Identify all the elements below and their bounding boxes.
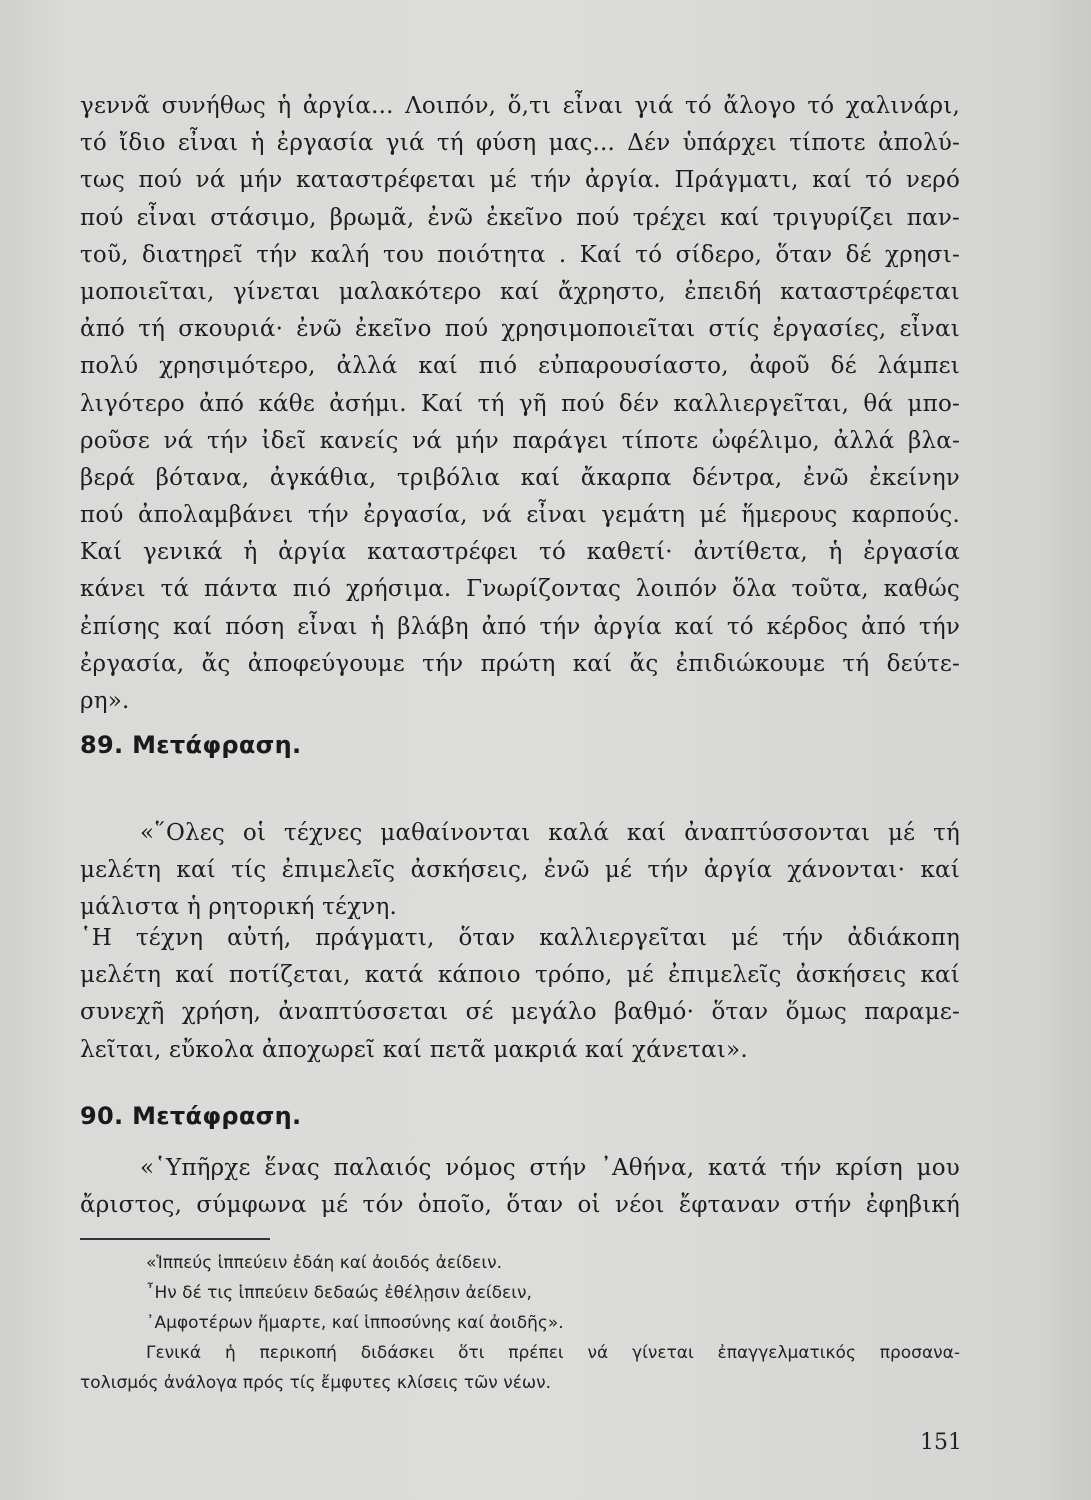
text-line: ἀπό τή σκουριά· ἐνῶ ἐκεῖνο πού χρησιμοποιεῖται στίς ἐργασίες, εἶναι	[80, 316, 960, 343]
text-line: «῞Ολες οἱ τέχνες μαθαίνονται καλά καί ἀναπτύσσονται μέ τή	[140, 820, 960, 846]
text-line: τό ἴδιο εἶναι ἡ ἐργασία γιά τή φύση μας... Δέν ὑπάρχει τίποτε ἀπολύ-	[80, 130, 960, 157]
text-line: πολύ χρησιμότερο, ἀλλά καί πιό εὐπαρουσίαστο, ἀφοῦ δέ λάμπει	[80, 353, 960, 380]
text-line: ῾Η τέχνη αὐτή, πράγματι, ὅταν καλλιεργεῖται μέ τήν ἀδιάκοπη	[80, 925, 960, 951]
footnote-line: τολισμός ἀνάλογα πρός τίς ἔμφυτες κλίσεις τῶν νέων.	[80, 1373, 552, 1393]
footnote-line: «Ἱππεύς ἱππεύειν ἐδάη καί ἀοιδός ἀείδειν.	[146, 1253, 503, 1273]
text-line: μελέτη καί τίς ἐπιμελεῖς ἀσκήσεις, ἐνῶ μέ τήν ἀργία χάνονται· καί	[80, 857, 960, 884]
text-line: μάλιστα ἡ ρητορική τέχνη.	[80, 894, 397, 921]
text-line: ἄριστος, σύμφωνα μέ τόν ὁποῖο, ὅταν οἱ νέοι ἔφταναν στήν ἐφηβική	[80, 1192, 960, 1219]
text-line: βερά βότανα, ἀγκάθια, τριβόλια καί ἄκαρπα δέντρα, ἐνῶ ἐκείνην	[80, 464, 960, 491]
footnote-line: ᾿Αμφοτέρων ἥμαρτε, καί ἱπποσύνης καί ἀοιδῆς».	[146, 1313, 564, 1333]
page-number: 151	[920, 1430, 962, 1455]
text-line: τως πού νά μήν καταστρέφεται μέ τήν ἀργία. Πράγματι, καί τό νερό	[80, 167, 960, 194]
text-line: γεννᾶ συνήθως ἡ ἀργία... Λοιπόν, ὅ,τι εἶναι γιά τό ἄλογο τό χαλινάρι,	[80, 93, 960, 119]
section-89-paragraph-a	[80, 815, 960, 927]
text-line: λεῖται, εὔκολα ἀποχωρεῖ καί πετᾶ μακριά καί χάνεται».	[80, 1036, 748, 1063]
footnote-line: Γενικά ἡ περικοπή διδάσκει ὅτι πρέπει νά γίνεται ἐπαγγελματικός προσανα-	[146, 1343, 960, 1363]
text-line: μελέτη καί ποτίζεται, κατά κάποιο τρόπο, μέ ἐπιμελεῖς ἀσκήσεις καί	[80, 962, 960, 989]
text-line: τοῦ, διατηρεῖ τήν καλή του ποιότητα . Καί τό σίδερο, ὅταν δέ χρησι-	[80, 241, 960, 268]
text-line: ἐργασία, ἄς ἀποφεύγουμε τήν πρώτη καί ἄς ἐπιδιώκουμε τή δεύτε-	[80, 650, 960, 677]
text-line: ρη».	[80, 688, 130, 714]
text-line: ἐπίσης καί πόση εἶναι ἡ βλάβη ἀπό τήν ἀργία καί τό κέρδος ἀπό τήν	[80, 613, 960, 640]
text-line: συνεχῆ χρήση, ἀναπτύσσεται σέ μεγάλο βαθμό· ὅταν ὅμως παραμε-	[80, 999, 960, 1026]
section-90-heading: 90. Μετάφραση.	[80, 1102, 302, 1130]
text-line: «῾Υπῆρχε ἕνας παλαιός νόμος στήν ᾿Αθήνα, κατά τήν κρίση μου	[140, 1155, 960, 1181]
section-89-paragraph-b	[80, 920, 960, 1069]
footnote-line: ῏Ην δέ τις ἱππεύειν δεδαώς ἐθέλῃσιν ἀείδειν,	[146, 1283, 532, 1303]
footnote	[80, 1248, 960, 1398]
text-line: λιγότερο ἀπό κάθε ἀσήμι. Καί τή γῆ πού δέν καλλιεργεῖται, θά μπο-	[80, 390, 960, 417]
text-line: κάνει τά πάντα πιό χρήσιμα. Γνωρίζοντας λοιπόν ὅλα τοῦτα, καθώς	[80, 576, 960, 603]
text-line: πού ἀπολαμβάνει τήν ἐργασία, νά εἶναι γεμάτη μέ ἥμερους καρπούς.	[80, 502, 960, 529]
text-line: ροῦσε νά τήν ἰδεῖ κανείς νά μήν παράγει τίποτε ὠφέλιμο, ἀλλά βλα-	[80, 427, 960, 454]
paragraph-continuation	[80, 88, 960, 720]
section-89-heading: 89. Μετάφραση.	[80, 731, 302, 759]
text-line: πού εἶναι στάσιμο, βρωμᾶ, ἐνῶ ἐκεῖνο πού τρέχει καί τριγυρίζει παν-	[80, 204, 960, 231]
footnote-separator	[80, 1238, 270, 1240]
text-line: μοποιεῖται, γίνεται μαλακότερο καί ἄχρηστο, ἐπειδή καταστρέφεται	[80, 278, 960, 305]
text-line: Καί γενικά ἡ ἀργία καταστρέφει τό καθετί· ἀντίθετα, ἡ ἐργασία	[80, 539, 960, 566]
section-90-paragraph-a	[80, 1150, 960, 1224]
